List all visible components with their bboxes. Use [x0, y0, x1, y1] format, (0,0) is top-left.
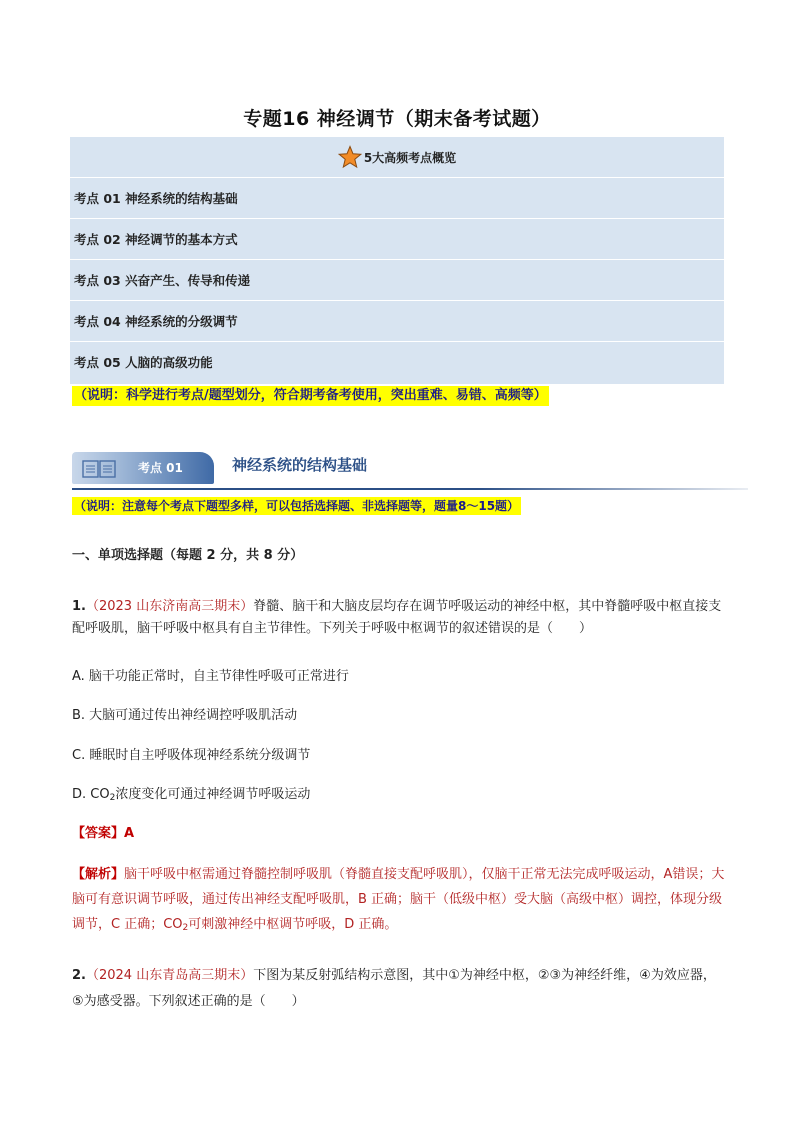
- analysis-label: 【解析】: [72, 867, 125, 882]
- overview-header-label: 5大高频考点概览: [363, 151, 457, 165]
- question-2: [72, 963, 726, 1015]
- analysis-subscript: 2: [182, 923, 189, 933]
- question-1: [72, 596, 726, 640]
- star-icon: [338, 145, 362, 169]
- analysis: [72, 862, 726, 941]
- option-b: B. 大脑可通过传出神经调控呼吸肌活动: [72, 708, 298, 723]
- answer: [72, 823, 726, 845]
- overview-table: [70, 137, 724, 384]
- overview-note: （说明：科学进行考点/题型划分，符合期考备考使用，突出重难、易错、高频等）: [72, 386, 549, 406]
- part-heading: 一、单项选择题（每题 2 分，共 8 分）: [72, 548, 304, 563]
- analysis-text: 脑干呼吸中枢需通过脊髓控制呼吸肌（脊髓直接支配呼吸肌），仅脑干正常无法完成呼吸运动，A错误；大脑可有意识调节呼吸，通过传出神经支配呼吸肌，B 正确；脑干（低级中枢）受大脑（高级中枢）调控，体现分级调节，C 正确；CO: [72, 867, 725, 932]
- section-divider: [72, 488, 748, 490]
- overview-item: 考点 01 神经系统的结构基础: [70, 178, 724, 219]
- question-source: （2023 山东济南高三期末）: [85, 599, 254, 614]
- option-c: C. 睡眠时自主呼吸体现神经系统分级调节: [72, 748, 311, 763]
- overview-header: [70, 137, 724, 178]
- page-title: 专题16 神经调节（期末备考试题）: [243, 108, 551, 130]
- option-d: [72, 784, 726, 809]
- option-a: A. 脑干功能正常时，自主节律性呼吸可正常进行: [72, 669, 349, 684]
- question-stem: 脊髓、脑干和大脑皮层均存在调节呼吸运动的神经中枢，其中脊髓呼吸中枢直接支配呼吸肌，脑干呼吸中枢具有自主节律性。下列关于呼吸中枢调节的叙述错误的是（ ）: [72, 599, 722, 636]
- answer-value: A: [124, 826, 135, 841]
- analysis-text-end: 可刺激神经中枢调节呼吸，D 正确。: [188, 917, 398, 932]
- question-stem: 下图为某反射弧结构示意图，其中①为神经中枢，②③为神经纤维，④为效应器，⑤为感受器。下列叙述正确的是（ ）: [72, 968, 716, 1009]
- book-icon: [82, 459, 116, 479]
- question-number: 2.: [72, 968, 86, 983]
- overview-item: 考点 04 神经系统的分级调节: [70, 301, 724, 342]
- question-number: 1.: [72, 599, 86, 614]
- section-banner: [72, 450, 748, 490]
- option-d-prefix: D. CO: [72, 787, 110, 802]
- section-title: 神经系统的结构基础: [232, 456, 368, 474]
- option-d-subscript: 2: [109, 793, 116, 803]
- section-note: （说明：注意每个考点下题型多样，可以包括选择题、非选择题等，题量8～15题）: [74, 499, 520, 513]
- question-source: （2024 山东青岛高三期末）: [85, 968, 254, 983]
- answer-label: 【答案】: [72, 826, 125, 841]
- section-tab-label: 考点 01: [138, 461, 183, 475]
- overview-item: 考点 03 兴奋产生、传导和传递: [70, 260, 724, 301]
- overview-item: 考点 02 神经调节的基本方式: [70, 219, 724, 260]
- option-d-text: 浓度变化可通过神经调节呼吸运动: [115, 787, 311, 802]
- overview-item: 考点 05 人脑的高级功能: [74, 355, 213, 370]
- section-tab: [72, 452, 214, 484]
